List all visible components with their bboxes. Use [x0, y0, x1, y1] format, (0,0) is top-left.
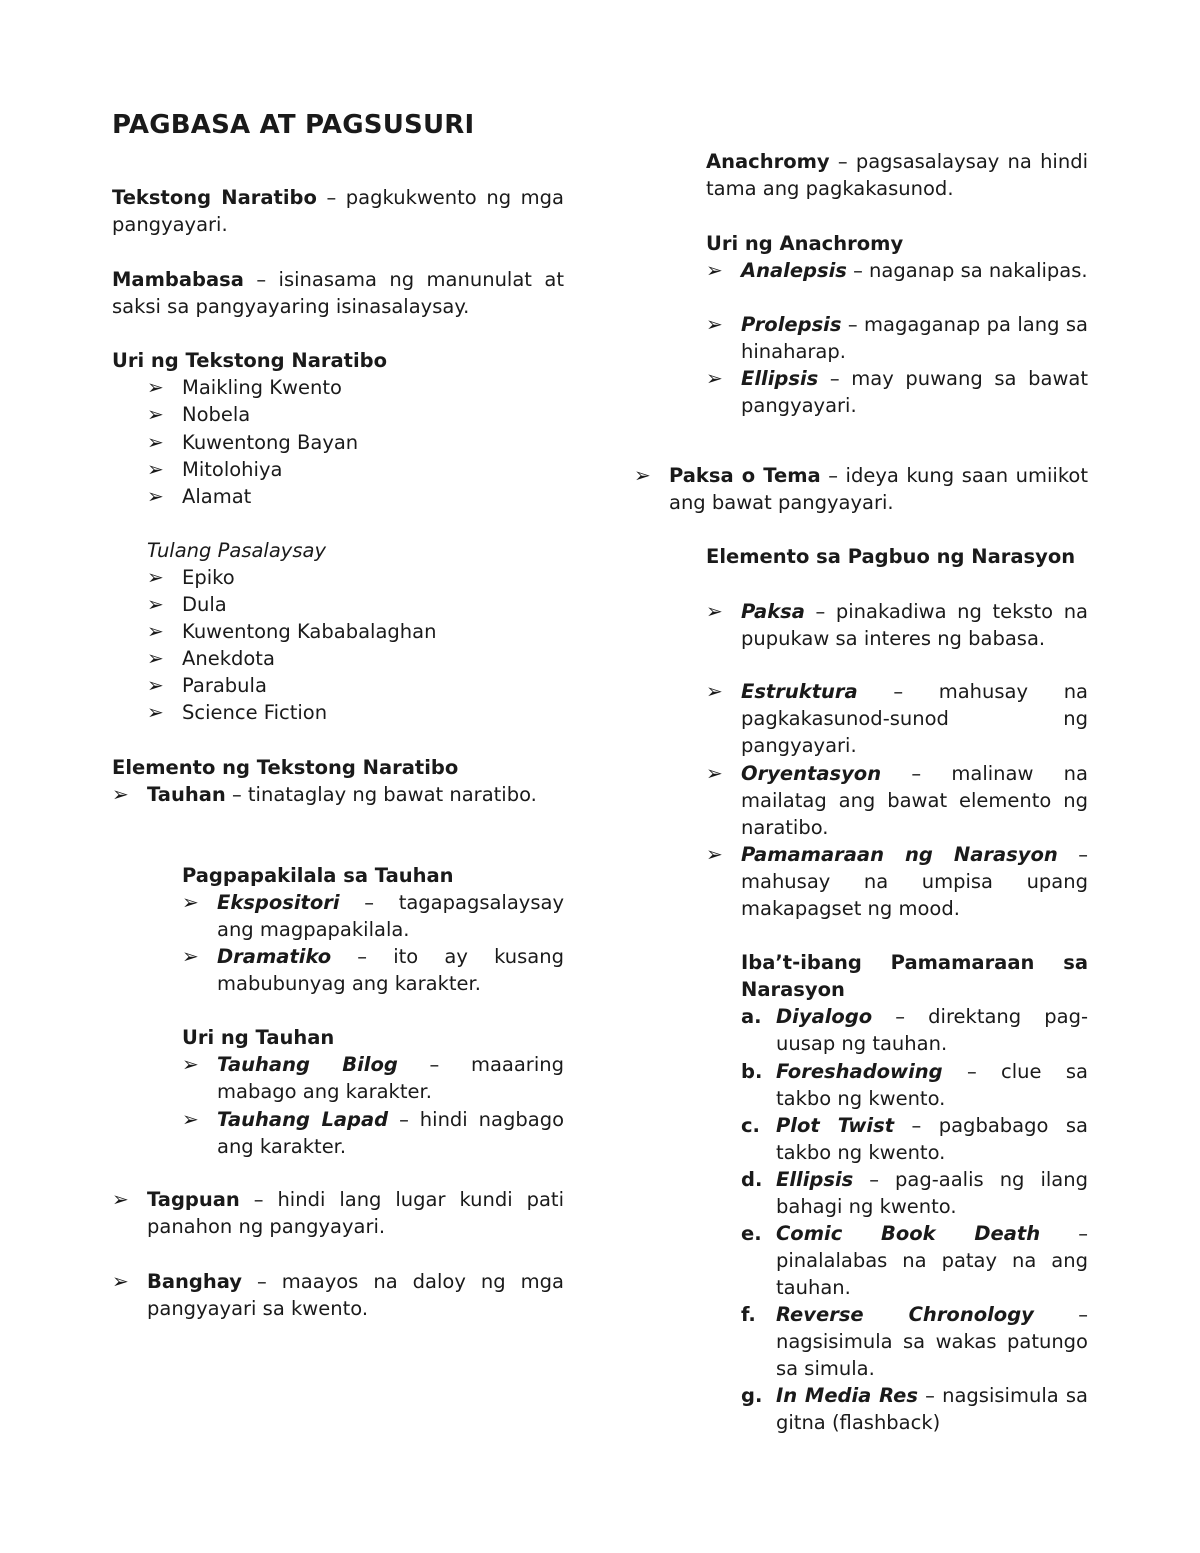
term: Diyalogo [776, 1005, 873, 1028]
list-marker: c. [741, 1114, 760, 1137]
list-item-pamamaraan [706, 841, 1088, 923]
arrow-bullet-icon: ➢ [147, 619, 164, 643]
list-item: ➢ Parabula [147, 672, 564, 699]
term: Tauhan [147, 783, 226, 806]
list-item-prolepsis [706, 311, 1088, 365]
arrow-bullet-icon: ➢ [147, 402, 164, 426]
arrow-bullet-icon: ➢ [706, 761, 723, 785]
term: Ellipsis [741, 367, 819, 390]
term: Dramatiko [217, 945, 332, 968]
term: Tauhang Lapad [217, 1108, 389, 1131]
definition: – mahusay na umpisa upang makapagset ng mood. [741, 843, 1088, 921]
term: Reverse Chronology [776, 1303, 1034, 1326]
arrow-bullet-icon: ➢ [147, 646, 164, 670]
definition: – malinaw na mailatag ang bawat elemento ng naratibo. [741, 762, 1088, 840]
definition: – may puwang sa bawat pangyayari. [741, 367, 1088, 418]
subheading-ibat-ibang-pamamaraan: Iba’t-ibang Pamamaraan sa Narasyon [741, 951, 1088, 1002]
arrow-bullet-icon: ➢ [112, 1187, 129, 1211]
term: Tekstong Naratibo [112, 186, 317, 209]
list-item-technique [741, 1112, 1088, 1166]
definition: – magaganap pa lang sa hinaharap. [741, 313, 1088, 364]
list-item: ➢ Kuwentong Kababalaghan [147, 618, 564, 645]
arrow-bullet-icon: ➢ [112, 782, 129, 806]
list-item-technique [741, 1003, 1088, 1057]
definition: – pinakadiwa ng teksto na pupukaw sa interes ng babasa. [741, 600, 1088, 651]
list-item: ➢ Anekdota [147, 645, 564, 672]
arrow-bullet-icon: ➢ [147, 430, 164, 454]
term: Pamamaraan ng Narasyon [741, 843, 1058, 866]
list-marker: f. [741, 1303, 756, 1326]
definition: – nagsisimula sa gitna (flashback) [776, 1384, 1088, 1435]
definition: – tagapagsalaysay ang magpapakilala. [217, 891, 564, 942]
arrow-bullet-icon: ➢ [706, 679, 723, 703]
arrow-bullet-icon: ➢ [706, 842, 723, 866]
list-marker: d. [741, 1168, 763, 1191]
list-marker: e. [741, 1222, 762, 1245]
term: Anachromy [706, 150, 830, 173]
definition: – direktang pag-uusap ng tauhan. [776, 1005, 1088, 1056]
definition: – isinasama ng manunulat at saksi sa pangyayaring isinasalaysay. [112, 268, 564, 319]
list-item-dramatiko [182, 943, 564, 997]
list-item: ➢ Dula [147, 591, 564, 618]
definition: – ito ay kusang mabubunyag ang karakter. [217, 945, 564, 996]
arrow-bullet-icon: ➢ [182, 1107, 199, 1131]
list-item-paksa-o-tema [634, 462, 1088, 516]
list-marker: b. [741, 1060, 763, 1083]
definition: – ideya kung saan umiikot ang bawat pangyayari. [669, 464, 1089, 515]
term: Plot Twist [776, 1114, 895, 1137]
term: Mambabasa [112, 268, 244, 291]
term: Ellipsis [776, 1168, 854, 1191]
list-item-oryentasyon [706, 760, 1088, 842]
definition: – mahusay na pagkakasunod-sunod ng pangyayari. [741, 680, 1088, 758]
list-item-technique [741, 1382, 1088, 1436]
definition: – pag-aalis ng ilang bahagi ng kwento. [776, 1168, 1088, 1219]
list-item-technique [741, 1166, 1088, 1220]
definition: – nagsisimula sa wakas patungo sa simula. [776, 1303, 1088, 1381]
list-marker: a. [741, 1005, 762, 1028]
term: Paksa o Tema [669, 464, 821, 487]
list-marker: g. [741, 1384, 763, 1407]
list-item-tauhan [112, 781, 564, 808]
subheading-pagpapakilala: Pagpapakilala sa Tauhan [182, 864, 454, 887]
list-item-paksa [706, 598, 1088, 652]
list-item-estruktura [706, 678, 1088, 760]
arrow-bullet-icon: ➢ [147, 565, 164, 589]
definition: – maaaring mabago ang karakter. [217, 1053, 564, 1104]
arrow-bullet-icon: ➢ [112, 1269, 129, 1293]
definition: – naganap sa nakalipas. [846, 259, 1088, 282]
arrow-bullet-icon: ➢ [706, 599, 723, 623]
term: Prolepsis [741, 313, 842, 336]
term: Foreshadowing [776, 1060, 943, 1083]
definition: – pagbabago sa takbo ng kwento. [776, 1114, 1088, 1165]
definition: – hindi nagbago ang karakter. [217, 1108, 564, 1159]
list-item-banghay [112, 1268, 564, 1322]
subheading-tulang-pasalaysay: Tulang Pasalaysay [147, 539, 326, 562]
term: In Media Res [776, 1384, 918, 1407]
arrow-bullet-icon: ➢ [147, 484, 164, 508]
subheading-uri-tauhan: Uri ng Tauhan [182, 1026, 335, 1049]
definition: – maayos na daloy ng mga pangyayari sa kwento. [147, 1270, 564, 1321]
definition: – pinalalabas na patay na ang tauhan. [776, 1222, 1089, 1300]
arrow-bullet-icon: ➢ [147, 375, 164, 399]
list-item-tagpuan [112, 1186, 564, 1240]
list-item: ➢ Mitolohiya [147, 456, 564, 483]
arrow-bullet-icon: ➢ [706, 258, 723, 282]
list-item: ➢ Nobela [147, 401, 564, 428]
arrow-bullet-icon: ➢ [182, 944, 199, 968]
list-item-technique [741, 1301, 1088, 1383]
term: Estruktura [741, 680, 858, 703]
list-item: ➢ Maikling Kwento [147, 374, 564, 401]
section-heading-elemento: Elemento ng Tekstong Naratibo [112, 756, 459, 779]
list-item-technique [741, 1220, 1088, 1302]
list-item: ➢ Alamat [147, 483, 564, 510]
definition-tekstong-naratibo [112, 184, 564, 238]
list-item-tauhang-lapad [182, 1106, 564, 1160]
definition: – pagkukwento ng mga pangyayari. [112, 186, 564, 237]
term: Paksa [741, 600, 805, 623]
definition-anachromy [706, 148, 1088, 202]
arrow-bullet-icon: ➢ [706, 312, 723, 336]
term: Oryentasyon [741, 762, 882, 785]
definition: – hindi lang lugar kundi pati panahon ng pangyayari. [147, 1188, 564, 1239]
list-item: ➢ Science Fiction [147, 699, 564, 726]
arrow-bullet-icon: ➢ [182, 1052, 199, 1076]
term: Banghay [147, 1270, 243, 1293]
arrow-bullet-icon: ➢ [147, 592, 164, 616]
definition: – tinataglay ng bawat naratibo. [225, 783, 537, 806]
list-item-technique [741, 1058, 1088, 1112]
arrow-bullet-icon: ➢ [147, 700, 164, 724]
definition: – clue sa takbo ng kwento. [776, 1060, 1088, 1111]
list-item-ellipsis [706, 365, 1088, 419]
term: Ekspositori [217, 891, 340, 914]
term: Comic Book Death [776, 1222, 1041, 1245]
arrow-bullet-icon: ➢ [147, 457, 164, 481]
term: Tagpuan [147, 1188, 240, 1211]
subheading-uri-anachromy: Uri ng Anachromy [706, 232, 904, 255]
arrow-bullet-icon: ➢ [634, 463, 651, 487]
term: Analepsis [741, 259, 847, 282]
list-item-tauhang-bilog [182, 1051, 564, 1105]
arrow-bullet-icon: ➢ [706, 366, 723, 390]
page-title: PAGBASA AT PAGSUSURI [112, 110, 475, 140]
subheading-elemento-pagbuo: Elemento sa Pagbuo ng Narasyon [706, 545, 1076, 568]
list-item: ➢ Kuwentong Bayan [147, 429, 564, 456]
arrow-bullet-icon: ➢ [147, 673, 164, 697]
list-item-ekspositori [182, 889, 564, 943]
definition-mambabasa [112, 266, 564, 320]
section-heading-uri: Uri ng Tekstong Naratibo [112, 349, 388, 372]
arrow-bullet-icon: ➢ [182, 890, 199, 914]
list-item-analepsis [706, 257, 1088, 284]
definition: – pagsasalaysay na hindi tama ang pagkakasunod. [706, 150, 1088, 201]
list-item: ➢ Epiko [147, 564, 564, 591]
term: Tauhang Bilog [217, 1053, 398, 1076]
